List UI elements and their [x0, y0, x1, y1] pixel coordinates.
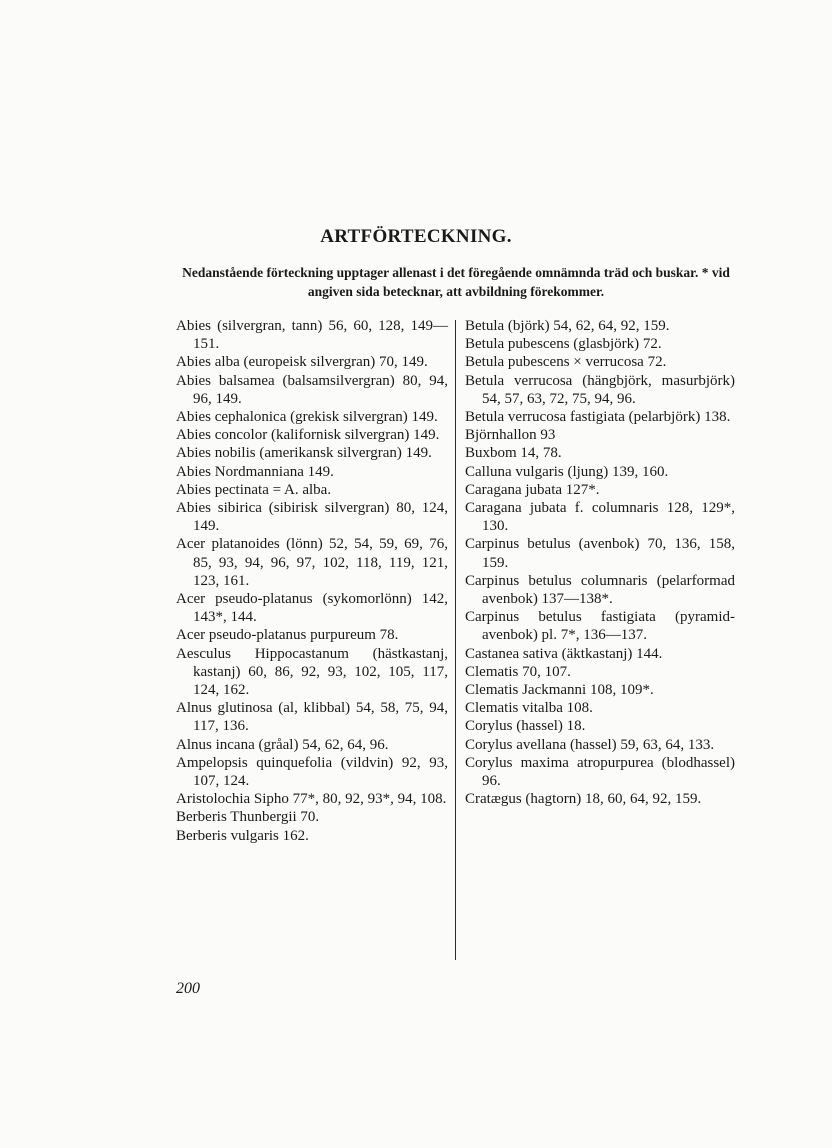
intro-note: Nedanstående förteckning upptager allenast i det föregående omnämnda träd och buskar. * vid angiven sida betecknar, att avbildning förekommer. [182, 265, 730, 299]
index-entry: Abies Nordmanniana 149. [176, 463, 334, 480]
column-divider [455, 320, 456, 960]
index-entry: Carpinus betulus fastigiata (pyramid-avenbok) pl. 7*, 136—137. [465, 609, 735, 644]
index-entry: Clematis vitalba 108. [465, 700, 593, 717]
index-entry: Carpinus betulus (avenbok) 70, 136, 158, 159. [465, 536, 735, 571]
index-entry: Abies cephalonica (grekisk silvergran) 149. [176, 409, 438, 426]
index-entry: Alnus glutinosa (al, klibbal) 54, 58, 75, 94, 117, 136. [176, 700, 448, 735]
index-entry: Clematis Jackmanni 108, 109*. [465, 682, 654, 699]
index-entry: Castanea sativa (äktkastanj) 144. [465, 645, 663, 662]
index-entry: Acer platanoides (lönn) 52, 54, 59, 69, 76, 85, 93, 94, 96, 97, 102, 118, 119, 121, 123, 161. [176, 536, 448, 589]
index-entry: Betula pubescens (glasbjörk) 72. [465, 336, 662, 353]
index-entry: Betula verrucosa fastigiata (pelarbjörk) 138. [465, 409, 731, 426]
index-entry: Corylus avellana (hassel) 59, 63, 64, 133. [465, 736, 715, 753]
index-entry: Abies sibirica (sibirisk silvergran) 80, 124, 149. [176, 500, 448, 535]
index-entry: Caragana jubata f. columnaris 128, 129*, 130. [465, 500, 735, 535]
index-entry: Abies concolor (kalifornisk silvergran) 149. [176, 427, 440, 444]
index-entry: Abies alba (europeisk silvergran) 70, 149. [176, 354, 428, 371]
index-entry: Carpinus betulus columnaris (pelarformad avenbok) 137—138*. [465, 572, 735, 608]
page-title: ARTFÖRTECKNING. [320, 226, 512, 247]
index-column-left [176, 317, 448, 845]
index-entry: Clematis 70, 107. [465, 663, 571, 680]
index-entry: Acer pseudo-platanus purpureum 78. [176, 627, 399, 644]
page-number: 200 [176, 980, 200, 997]
index-entry: Acer pseudo-platanus (sykomorlönn) 142, 143*, 144. [176, 591, 448, 626]
index-entry: Betula pubescens × verrucosa 72. [465, 354, 667, 371]
index-entry: Abies pectinata = A. alba. [176, 481, 332, 498]
index-entry: Cratægus (hagtorn) 18, 60, 64, 92, 159. [465, 791, 702, 808]
index-entry: Aesculus Hippocastanum (hästkastanj, kastanj) 60, 86, 92, 93, 102, 105, 117, 124, 162. [176, 645, 448, 699]
index-entry: Calluna vulgaris (ljung) 139, 160. [465, 463, 669, 480]
index-entry: Corylus (hassel) 18. [465, 718, 586, 735]
index-entry: Abies balsamea (balsamsilvergran) 80, 94, 96, 149. [176, 372, 448, 407]
index-entry: Berberis vulgaris 162. [176, 827, 309, 844]
index-column-right [465, 317, 735, 808]
index-entry: Caragana jubata 127*. [465, 481, 600, 498]
index-entry: Ampelopsis quinquefolia (vildvin) 92, 93, 107, 124. [176, 754, 448, 790]
index-entry: Abies (silvergran, tann) 56, 60, 128, 149—151. [176, 318, 448, 353]
index-entry: Betula (björk) 54, 62, 64, 92, 159. [465, 318, 670, 334]
index-entry: Björnhallon 93 [465, 427, 556, 444]
index-entry: Abies nobilis (amerikansk silvergran) 149. [176, 445, 432, 462]
index-entry: Alnus incana (gråal) 54, 62, 64, 96. [176, 736, 389, 753]
index-entry: Berberis Thunbergii 70. [176, 809, 320, 826]
index-entry: Buxbom 14, 78. [465, 445, 562, 462]
index-entry: Betula verrucosa (hängbjörk, masurbjörk) 54, 57, 63, 72, 75, 94, 96. [465, 372, 735, 407]
index-entry: Corylus maxima atropurpurea (blodhassel) 96. [465, 754, 735, 790]
index-entry: Aristolochia Sipho 77*, 80, 92, 93*, 94, 108. [176, 791, 447, 808]
